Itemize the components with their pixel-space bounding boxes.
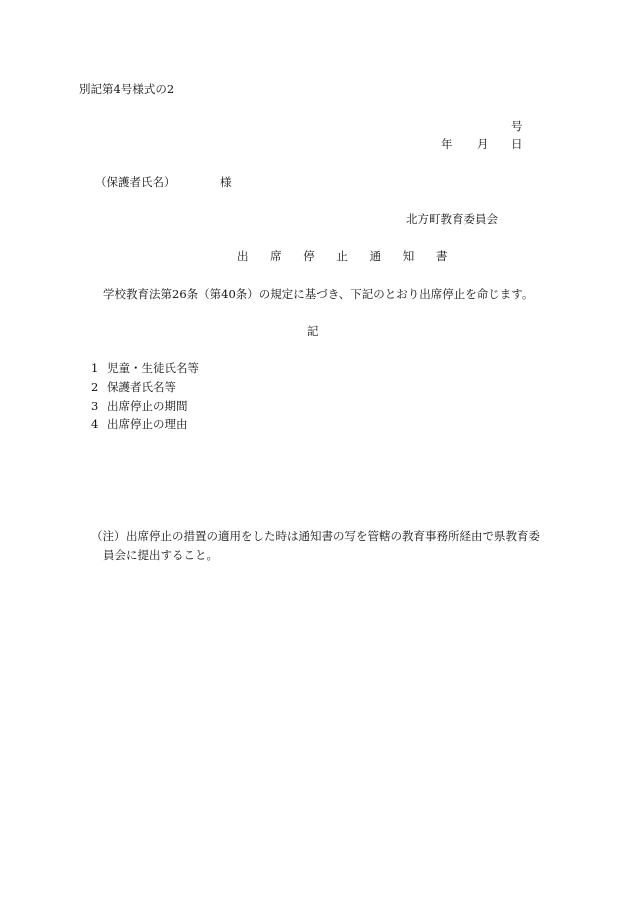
list-item: [91, 380, 176, 394]
list-item-label: 出席停止の理由: [107, 417, 188, 431]
issuer-name: 北方町教育委員会: [406, 212, 498, 226]
addressee-honorific: 様: [220, 175, 232, 189]
list-item-label: 児童・生徒氏名等: [107, 361, 199, 375]
note-line-1: 出席停止の措置の適用をした時は通知書の写を管轄の教育事務所経由で県教育委: [126, 529, 540, 543]
list-item-number: 2: [91, 380, 99, 394]
number-label: 号: [511, 119, 523, 133]
list-item: [91, 399, 188, 413]
form-label: 別記第4号様式の2: [79, 82, 175, 96]
list-item: [91, 361, 199, 375]
ki-label: 記: [307, 324, 319, 338]
list-item: [91, 417, 188, 431]
body-text: 学校教育法第26条（第40条）の規定に基づき、下記のとおり出席停止を命じます。: [103, 287, 534, 301]
note-prefix: （注）: [91, 529, 126, 543]
addressee-label: （保護者氏名）: [95, 175, 176, 189]
list-item-label: 出席停止の期間: [107, 399, 188, 413]
note-line-2: 員会に提出すること。: [103, 548, 218, 562]
list-item-number: 3: [91, 399, 99, 413]
list-item-number: 1: [91, 361, 99, 375]
list-item-number: 4: [91, 417, 99, 431]
date-year-label: 年: [441, 137, 453, 151]
date-day-label: 日: [511, 137, 523, 151]
document-title: 出 席 停 止 通 知 書: [237, 249, 457, 263]
date-month-label: 月: [477, 137, 489, 151]
list-item-label: 保護者氏名等: [107, 380, 176, 394]
